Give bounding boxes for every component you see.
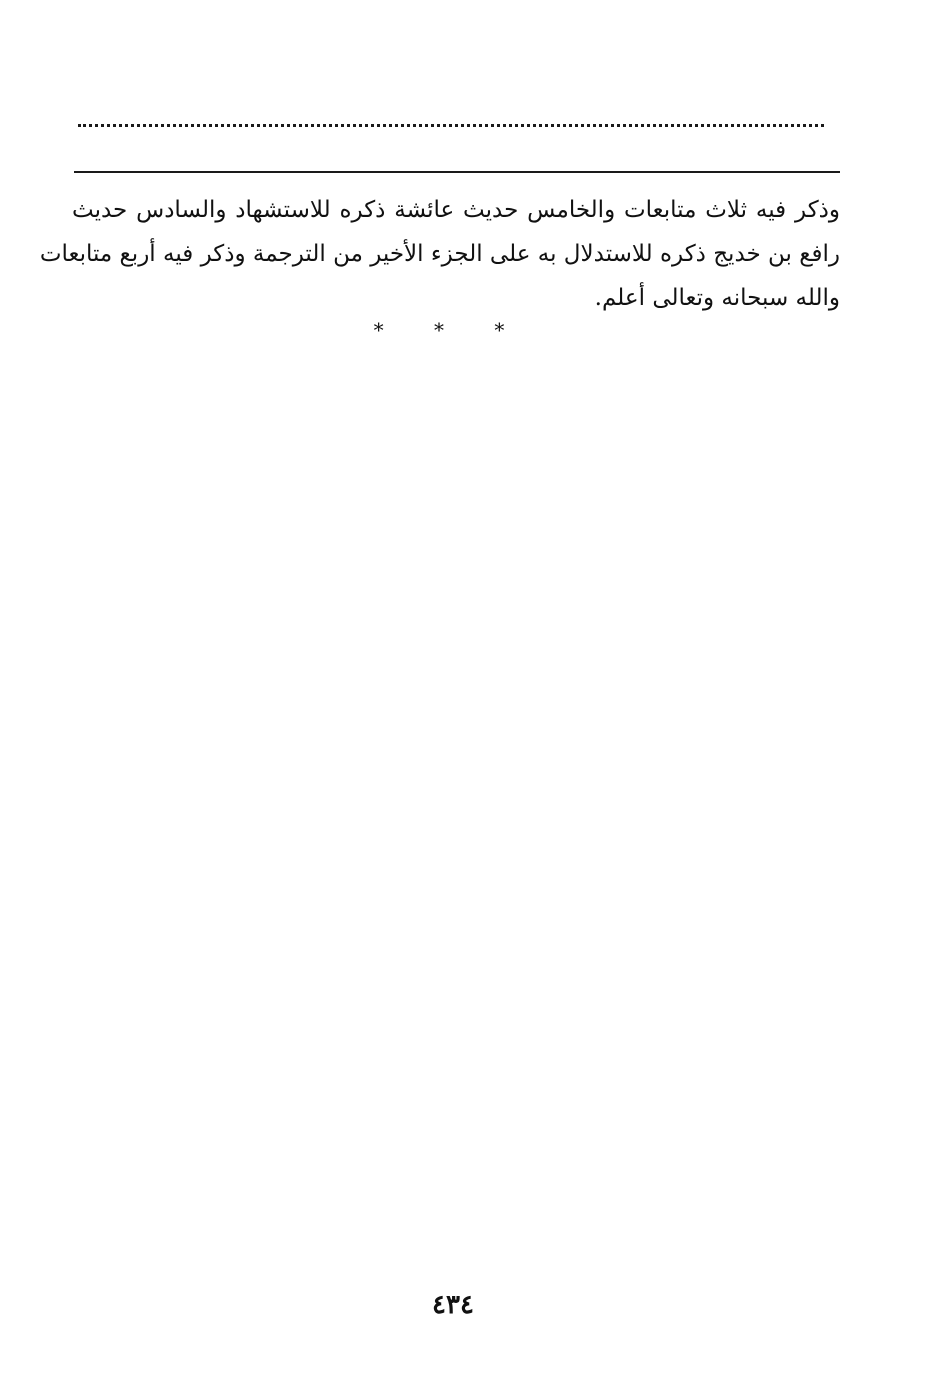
- body-line-3: والله سبحانه وتعالى أعلم.: [594, 285, 840, 311]
- body-line-2: رافع بن خديج ذكره للاستدلال به على الجزء الأخير من الترجمة وذكر فيه أربع متابعات: [39, 241, 840, 267]
- body-paragraph: [39, 188, 840, 320]
- body-line-1: وذكر فيه ثلاث متابعات والخامس حديث عائشة ذكره للاستشهاد والسادس حديث: [72, 197, 840, 223]
- asterisk-separator: * * *: [373, 318, 527, 342]
- page-number: ٤٣٤: [432, 1290, 474, 1320]
- horizontal-rule: [74, 171, 840, 173]
- dotted-separator-line: [78, 124, 824, 127]
